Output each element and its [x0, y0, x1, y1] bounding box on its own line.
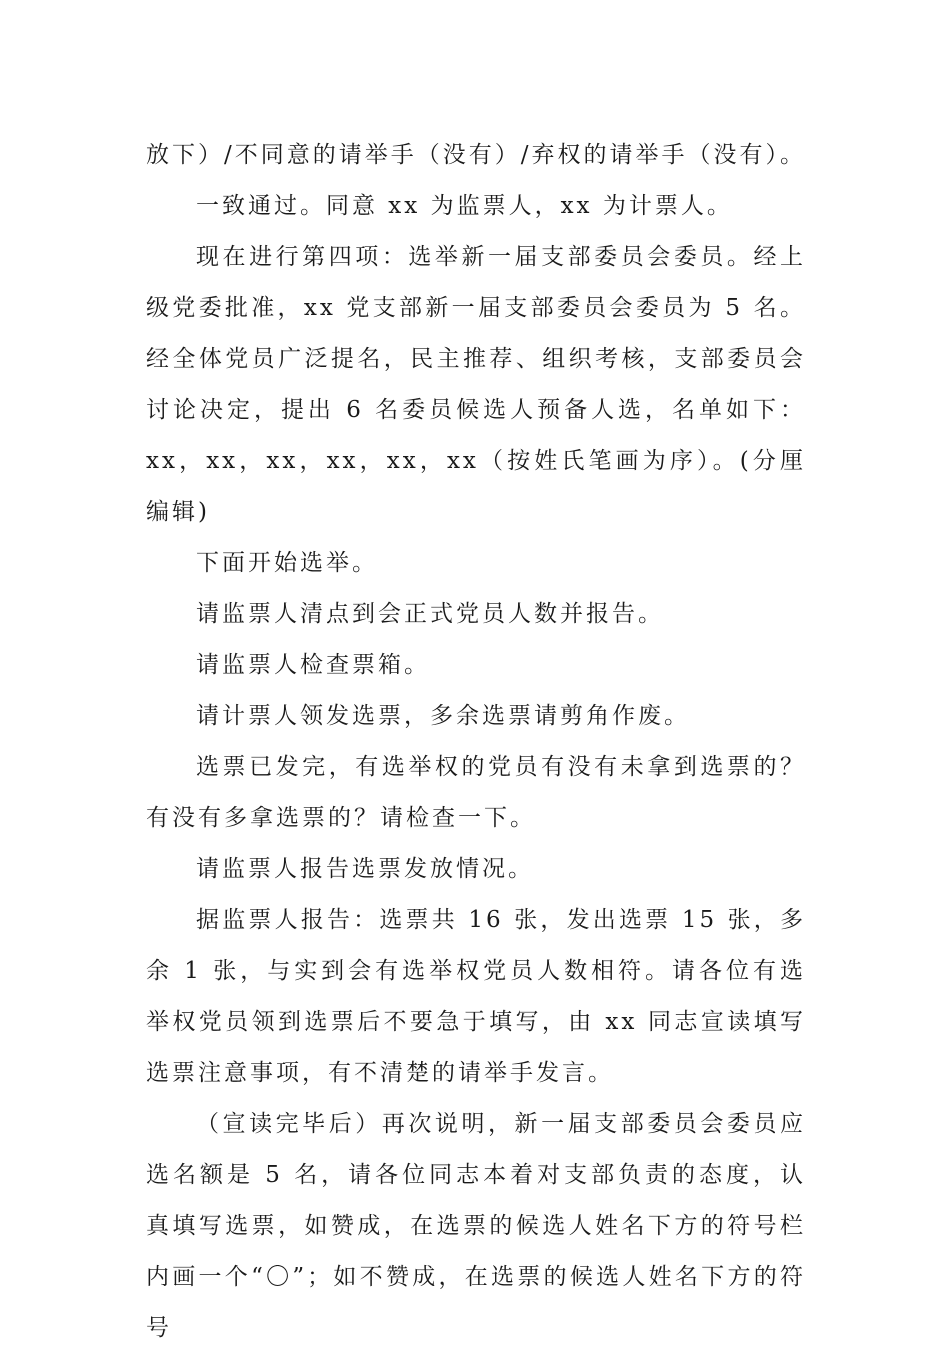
- paragraph-7: 请计票人领发选票，多余选票请剪角作废。: [196, 703, 690, 729]
- paragraph-10: 据监票人报告：选票共 16 张，发出选票 15 张，多余 1 张，与实到会有选举权党员人数相符。请各位有选举权党员领到选票后不要急于填写，由 xx 同志宣读填写选票注意事项，有不清楚的请举手发言。: [146, 907, 806, 1086]
- paragraph-11: （宣读完毕后）再次说明，新一届支部委员会委员应选名额是 5 名，请各位同志本着对支部负责的态度，认真填写选票，如赞成，在选票的候选人姓名下方的符号栏内画一个“〇”；如不赞成，在选票的候选人姓名下方的符号: [146, 1111, 806, 1341]
- paragraph-5: 请监票人清点到会正式党员人数并报告。: [196, 601, 664, 627]
- paragraph-2: 一致通过。同意 xx 为监票人，xx 为计票人。: [196, 193, 733, 219]
- paragraph-9: 请监票人报告选票发放情况。: [196, 856, 534, 882]
- document-body: [146, 130, 806, 1354]
- paragraph-8: 选票已发完，有选举权的党员有没有未拿到选票的？有没有多拿选票的？请检查一下。: [146, 754, 806, 831]
- paragraph-1: 放下）/不同意的请举手（没有）/弃权的请举手（没有）。: [146, 142, 806, 168]
- paragraph-6: 请监票人检查票箱。: [196, 652, 430, 678]
- paragraph-4: 下面开始选举。: [196, 550, 378, 576]
- paragraph-3: 现在进行第四项：选举新一届支部委员会委员。经上级党委批准，xx 党支部新一届支部委员会委员为 5 名。经全体党员广泛提名，民主推荐、组织考核，支部委员会讨论决定，提出 6 名委员候选人预备人选，名单如下：xx，xx，xx，xx，xx，xx（按姓氏笔画为序）。(分厘 编辑): [146, 244, 806, 525]
